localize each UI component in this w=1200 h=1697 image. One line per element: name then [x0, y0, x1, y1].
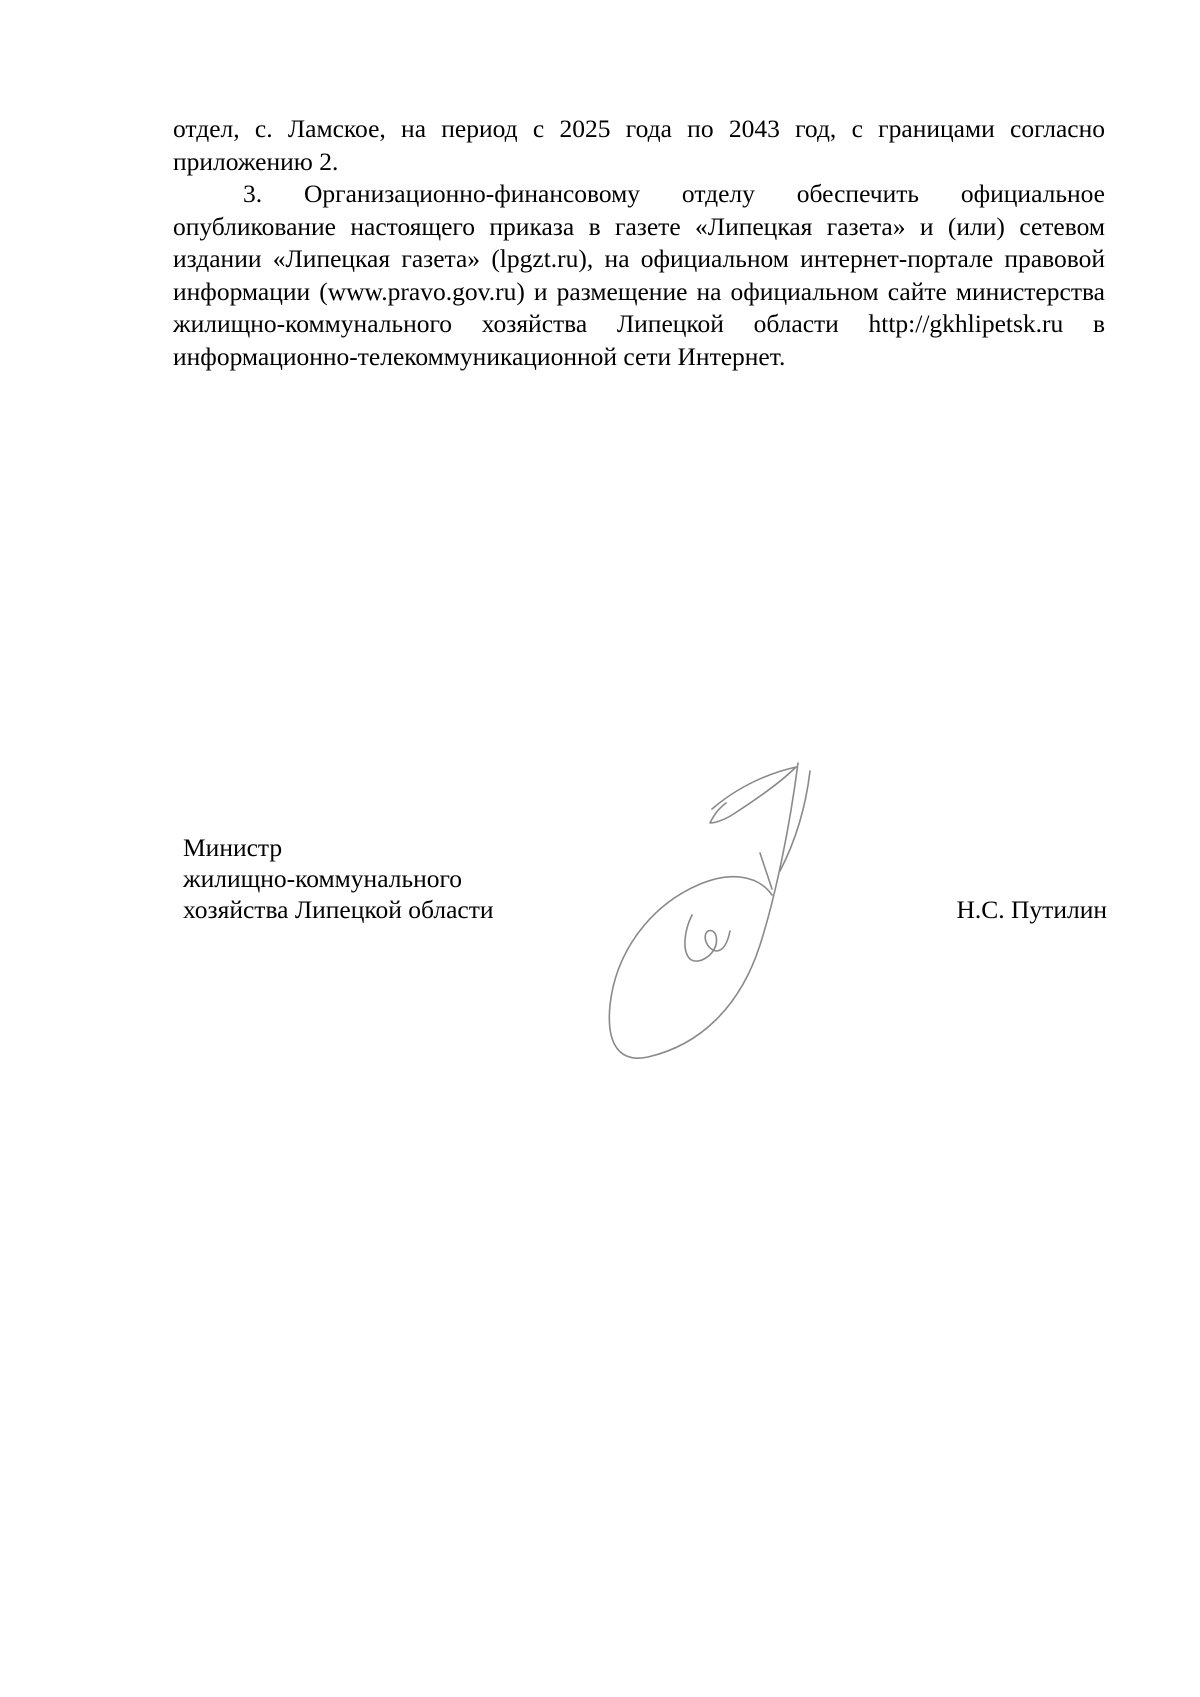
signature-stroke-loop: [609, 763, 798, 1058]
signer-name: Н.С. Путилин: [956, 895, 1107, 924]
signer-position-line-2: жилищно-коммунального: [183, 864, 463, 893]
handwritten-signature-icon: [600, 745, 900, 1075]
signature-stroke-initials: [685, 915, 730, 961]
document-body: [173, 113, 1105, 373]
signer-position: [183, 832, 494, 925]
continuation-paragraph: отдел, с. Ламское, на период с 2025 года по 2043 год, с границами согласно приложению 2.: [173, 114, 1105, 176]
signer-position-line-1: Министр: [183, 833, 283, 862]
signature-stroke-dash: [760, 853, 772, 889]
paragraph-3: 3. Организационно-финансовому отделу обеспечить официальное опубликование настоящего приказа в газете «Липецкая газета» и (или) сетевом издании «Липецкая газета» (lpgzt.ru), на официальном интернет-портале правовой информации (www.pravo.gov.ru) и размещение на официальном сайте министерства жилищно-коммунального хозяйства Липецкой области http://gkhlipetsk.ru в информационно-телекоммуникационной сети Интернет.: [173, 179, 1105, 371]
signature-stroke-flourish: [710, 767, 796, 823]
signer-position-line-3: хозяйства Липецкой области: [183, 895, 494, 924]
